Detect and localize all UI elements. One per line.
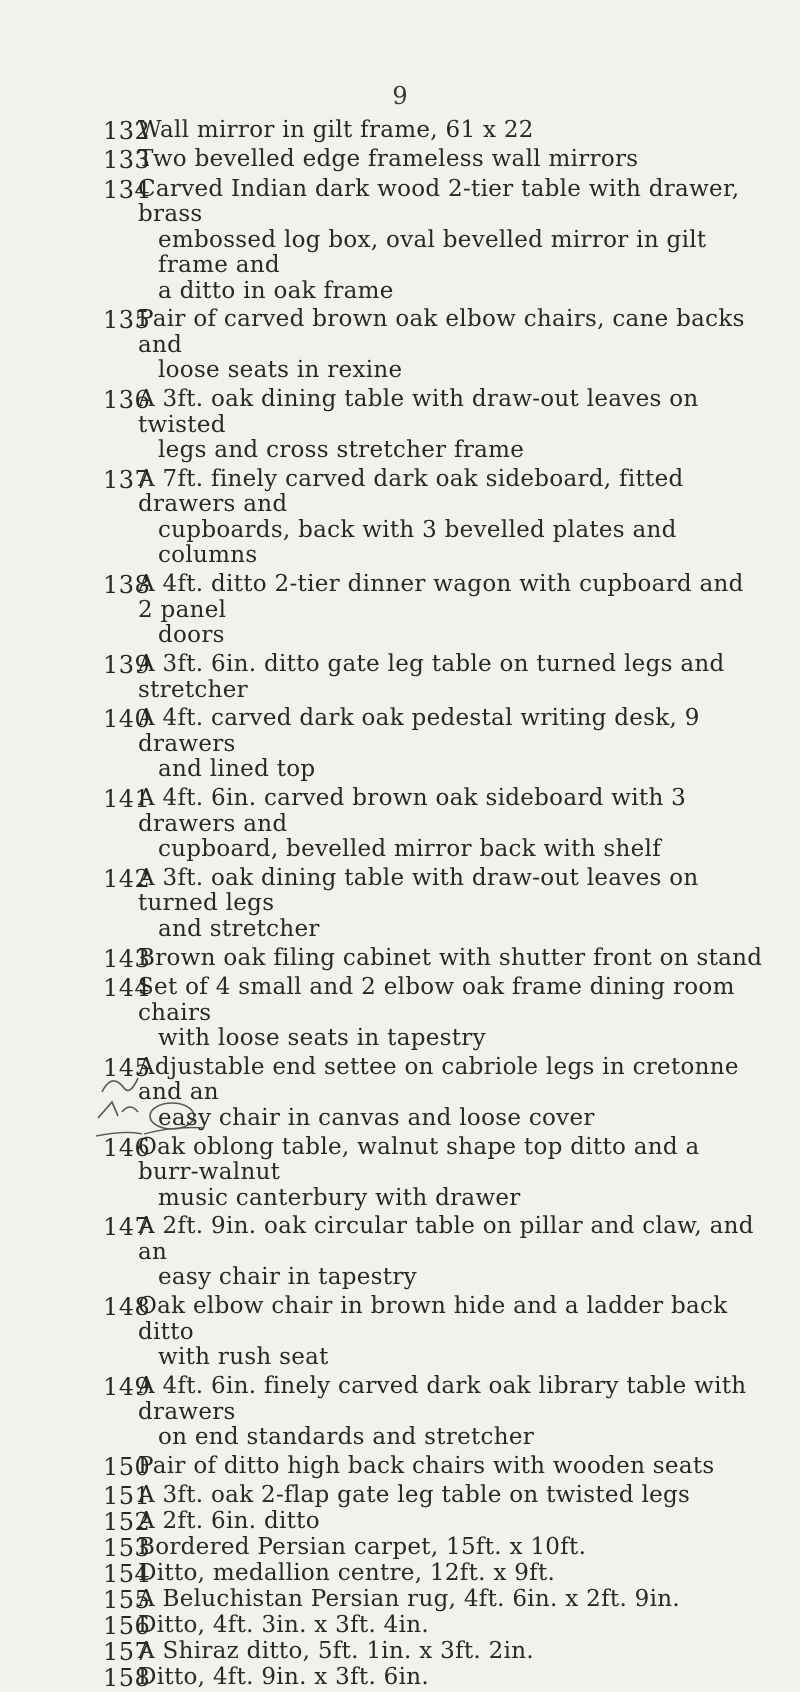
lot-description [138, 1509, 774, 1535]
lot-number: 146 [103, 1133, 151, 1162]
lot-item [0, 572, 800, 649]
lot-description [138, 786, 774, 863]
lot-description-line: embossed log box, oval bevelled mirror in gilt frame and [158, 226, 707, 279]
lot-number: 151 [103, 1482, 151, 1511]
lot-number: 152 [103, 1508, 151, 1537]
lot-description-line: and lined top [158, 756, 316, 783]
lot-description [138, 1135, 774, 1212]
lot-item [0, 1454, 800, 1480]
lot-description [138, 307, 774, 384]
lot-description-line: loose seats in rexine [158, 357, 403, 384]
lot-number: 150 [103, 1452, 151, 1481]
lot-description [138, 866, 774, 943]
lot-description [138, 387, 774, 464]
lot-description-line: with rush seat [158, 1344, 329, 1371]
lot-description-line: Bordered Persian carpet, 15ft. x 10ft. [138, 1534, 587, 1561]
lot-description [138, 1214, 774, 1291]
lot-description-line: easy chair in canvas and loose cover [158, 1104, 595, 1131]
lot-number: 134 [103, 175, 151, 204]
lot-item [0, 467, 800, 569]
lot-description-line: Ditto, 4ft. 3in. x 3ft. 4in. [138, 1612, 429, 1639]
lot-description-line: Pair of carved brown oak elbow chairs, cane backs and [138, 306, 745, 358]
lot-description-line: A 4ft. 6in. finely carved dark oak library table with drawers [138, 1373, 747, 1425]
lot-description-line: A 3ft. 6in. ditto gate leg table on turned legs and stretcher [138, 651, 725, 703]
lot-number: 136 [103, 386, 151, 415]
lot-item [0, 1055, 800, 1132]
lot-description-line: cupboard, bevelled mirror back with shelf [158, 836, 662, 863]
lot-number: 139 [103, 651, 151, 680]
lot-description [138, 1483, 774, 1509]
lot-list [0, 118, 800, 1691]
lot-item [0, 1561, 800, 1587]
lot-description-line: A 3ft. oak 2-flap gate leg table on twisted legs [138, 1482, 691, 1509]
lot-number: 149 [103, 1373, 151, 1402]
lot-item [0, 1535, 800, 1561]
lot-item [0, 177, 800, 305]
lot-description-line: music canterbury with drawer [158, 1184, 521, 1211]
lot-description [138, 1374, 774, 1451]
lot-description [138, 975, 774, 1052]
lot-item [0, 1214, 800, 1291]
lot-description [138, 652, 774, 703]
lot-number: 144 [103, 974, 151, 1003]
lot-description-line: A 4ft. ditto 2-tier dinner wagon with cupboard and 2 panel [138, 571, 744, 623]
lot-description-line: Set of 4 small and 2 elbow oak frame dining room chairs [138, 974, 735, 1026]
lot-description-line: Wall mirror in gilt frame, 61 x 22 [138, 117, 534, 143]
lot-description [138, 177, 774, 305]
lot-item [0, 1509, 800, 1535]
lot-description-line: A 2ft. 6in. ditto [138, 1508, 320, 1535]
lot-description-line: doors [158, 622, 225, 649]
lot-description-line: legs and cross stretcher frame [158, 437, 525, 464]
lot-description [138, 147, 774, 173]
lot-description-line: Brown oak filing cabinet with shutter front on stand [138, 944, 763, 971]
lot-description-line: A 4ft. 6in. carved brown oak sideboard with 3 drawers and [138, 785, 687, 837]
lot-description [138, 1454, 774, 1480]
lot-number: 145 [103, 1053, 151, 1082]
lot-item [0, 1613, 800, 1639]
lot-description-line: Oak elbow chair in brown hide and a ladder back ditto [138, 1293, 728, 1345]
lot-number: 143 [103, 944, 151, 973]
lot-item [0, 1665, 800, 1691]
lot-description [138, 706, 774, 783]
lot-description [138, 467, 774, 569]
lot-item [0, 706, 800, 783]
lot-item [0, 866, 800, 943]
lot-description-line: Oak oblong table, walnut shape top ditto and a burr-walnut [138, 1133, 700, 1186]
lot-number: 132 [103, 117, 151, 145]
lot-number: 138 [103, 571, 151, 600]
lot-item [0, 118, 800, 144]
lot-number: 153 [103, 1534, 151, 1563]
lot-description-line: Adjustable end settee on cabriole legs in cretonne and an [138, 1053, 739, 1106]
lot-description-line: A 7ft. finely carved dark oak sideboard, fitted drawers and [138, 465, 684, 518]
lot-description [138, 1055, 774, 1132]
lot-description [138, 572, 774, 649]
lot-number: 155 [103, 1586, 151, 1615]
lot-description-line: A Shiraz ditto, 5ft. 1in. x 3ft. 2in. [138, 1638, 534, 1665]
lot-description-line: A 3ft. oak dining table with draw-out leaves on twisted [138, 386, 699, 438]
lot-number: 157 [103, 1638, 151, 1667]
lot-item [0, 975, 800, 1052]
lot-item [0, 1639, 800, 1665]
lot-description [138, 1561, 774, 1587]
lot-number: 158 [103, 1664, 151, 1692]
lot-description-line: Carved Indian dark wood 2-tier table with drawer, brass [138, 175, 740, 228]
lot-description [138, 1613, 774, 1639]
lot-description-line: on end standards and stretcher [158, 1424, 535, 1451]
lot-description-line: Ditto, 4ft. 9in. x 3ft. 6in. [138, 1664, 429, 1691]
lot-number: 156 [103, 1612, 151, 1641]
lot-item [0, 1587, 800, 1613]
lot-description [138, 946, 774, 972]
lot-number: 133 [103, 146, 151, 175]
lot-item [0, 946, 800, 972]
lot-number: 137 [103, 465, 151, 494]
lot-number: 154 [103, 1560, 151, 1589]
lot-description-line: a ditto in oak frame [158, 277, 394, 304]
lot-description-line: A 3ft. oak dining table with draw-out leaves on turned legs [138, 864, 699, 917]
lot-number: 140 [103, 705, 151, 734]
lot-number: 142 [103, 864, 151, 893]
lot-description-line: A Beluchistan Persian rug, 4ft. 6in. x 2ft. 9in. [138, 1586, 680, 1613]
lot-item [0, 652, 800, 703]
lot-item [0, 1483, 800, 1509]
lot-description-line: and stretcher [158, 915, 320, 942]
lot-description [138, 1639, 774, 1665]
lot-item [0, 1294, 800, 1371]
lot-item [0, 147, 800, 173]
lot-description-line: cupboards, back with 3 bevelled plates and columns [158, 516, 677, 569]
lot-description [138, 1294, 774, 1371]
lot-description-line: with loose seats in tapestry [158, 1025, 486, 1052]
lot-description [138, 1535, 774, 1561]
lot-number: 135 [103, 306, 151, 335]
lot-item [0, 786, 800, 863]
lot-description-line: Pair of ditto high back chairs with wooden seats [138, 1452, 715, 1479]
lot-description-line: A 4ft. carved dark oak pedestal writing desk, 9 drawers [138, 705, 700, 757]
lot-item [0, 387, 800, 464]
lot-item [0, 1374, 800, 1451]
lot-description-line: Ditto, medallion centre, 12ft. x 9ft. [138, 1560, 556, 1587]
lot-description-line: easy chair in tapestry [158, 1264, 417, 1291]
lot-description [138, 1587, 774, 1613]
page-number: 9 [392, 82, 408, 110]
lot-description [138, 118, 774, 144]
lot-number: 147 [103, 1213, 151, 1242]
lot-item [0, 307, 800, 384]
lot-description-line: A 2ft. 9in. oak circular table on pillar and claw, and an [138, 1213, 754, 1265]
lot-number: 141 [103, 785, 151, 814]
lot-number: 148 [103, 1293, 151, 1322]
lot-description [138, 1665, 774, 1691]
lot-description-line: Two bevelled edge frameless wall mirrors [138, 146, 639, 173]
lot-item [0, 1135, 800, 1212]
